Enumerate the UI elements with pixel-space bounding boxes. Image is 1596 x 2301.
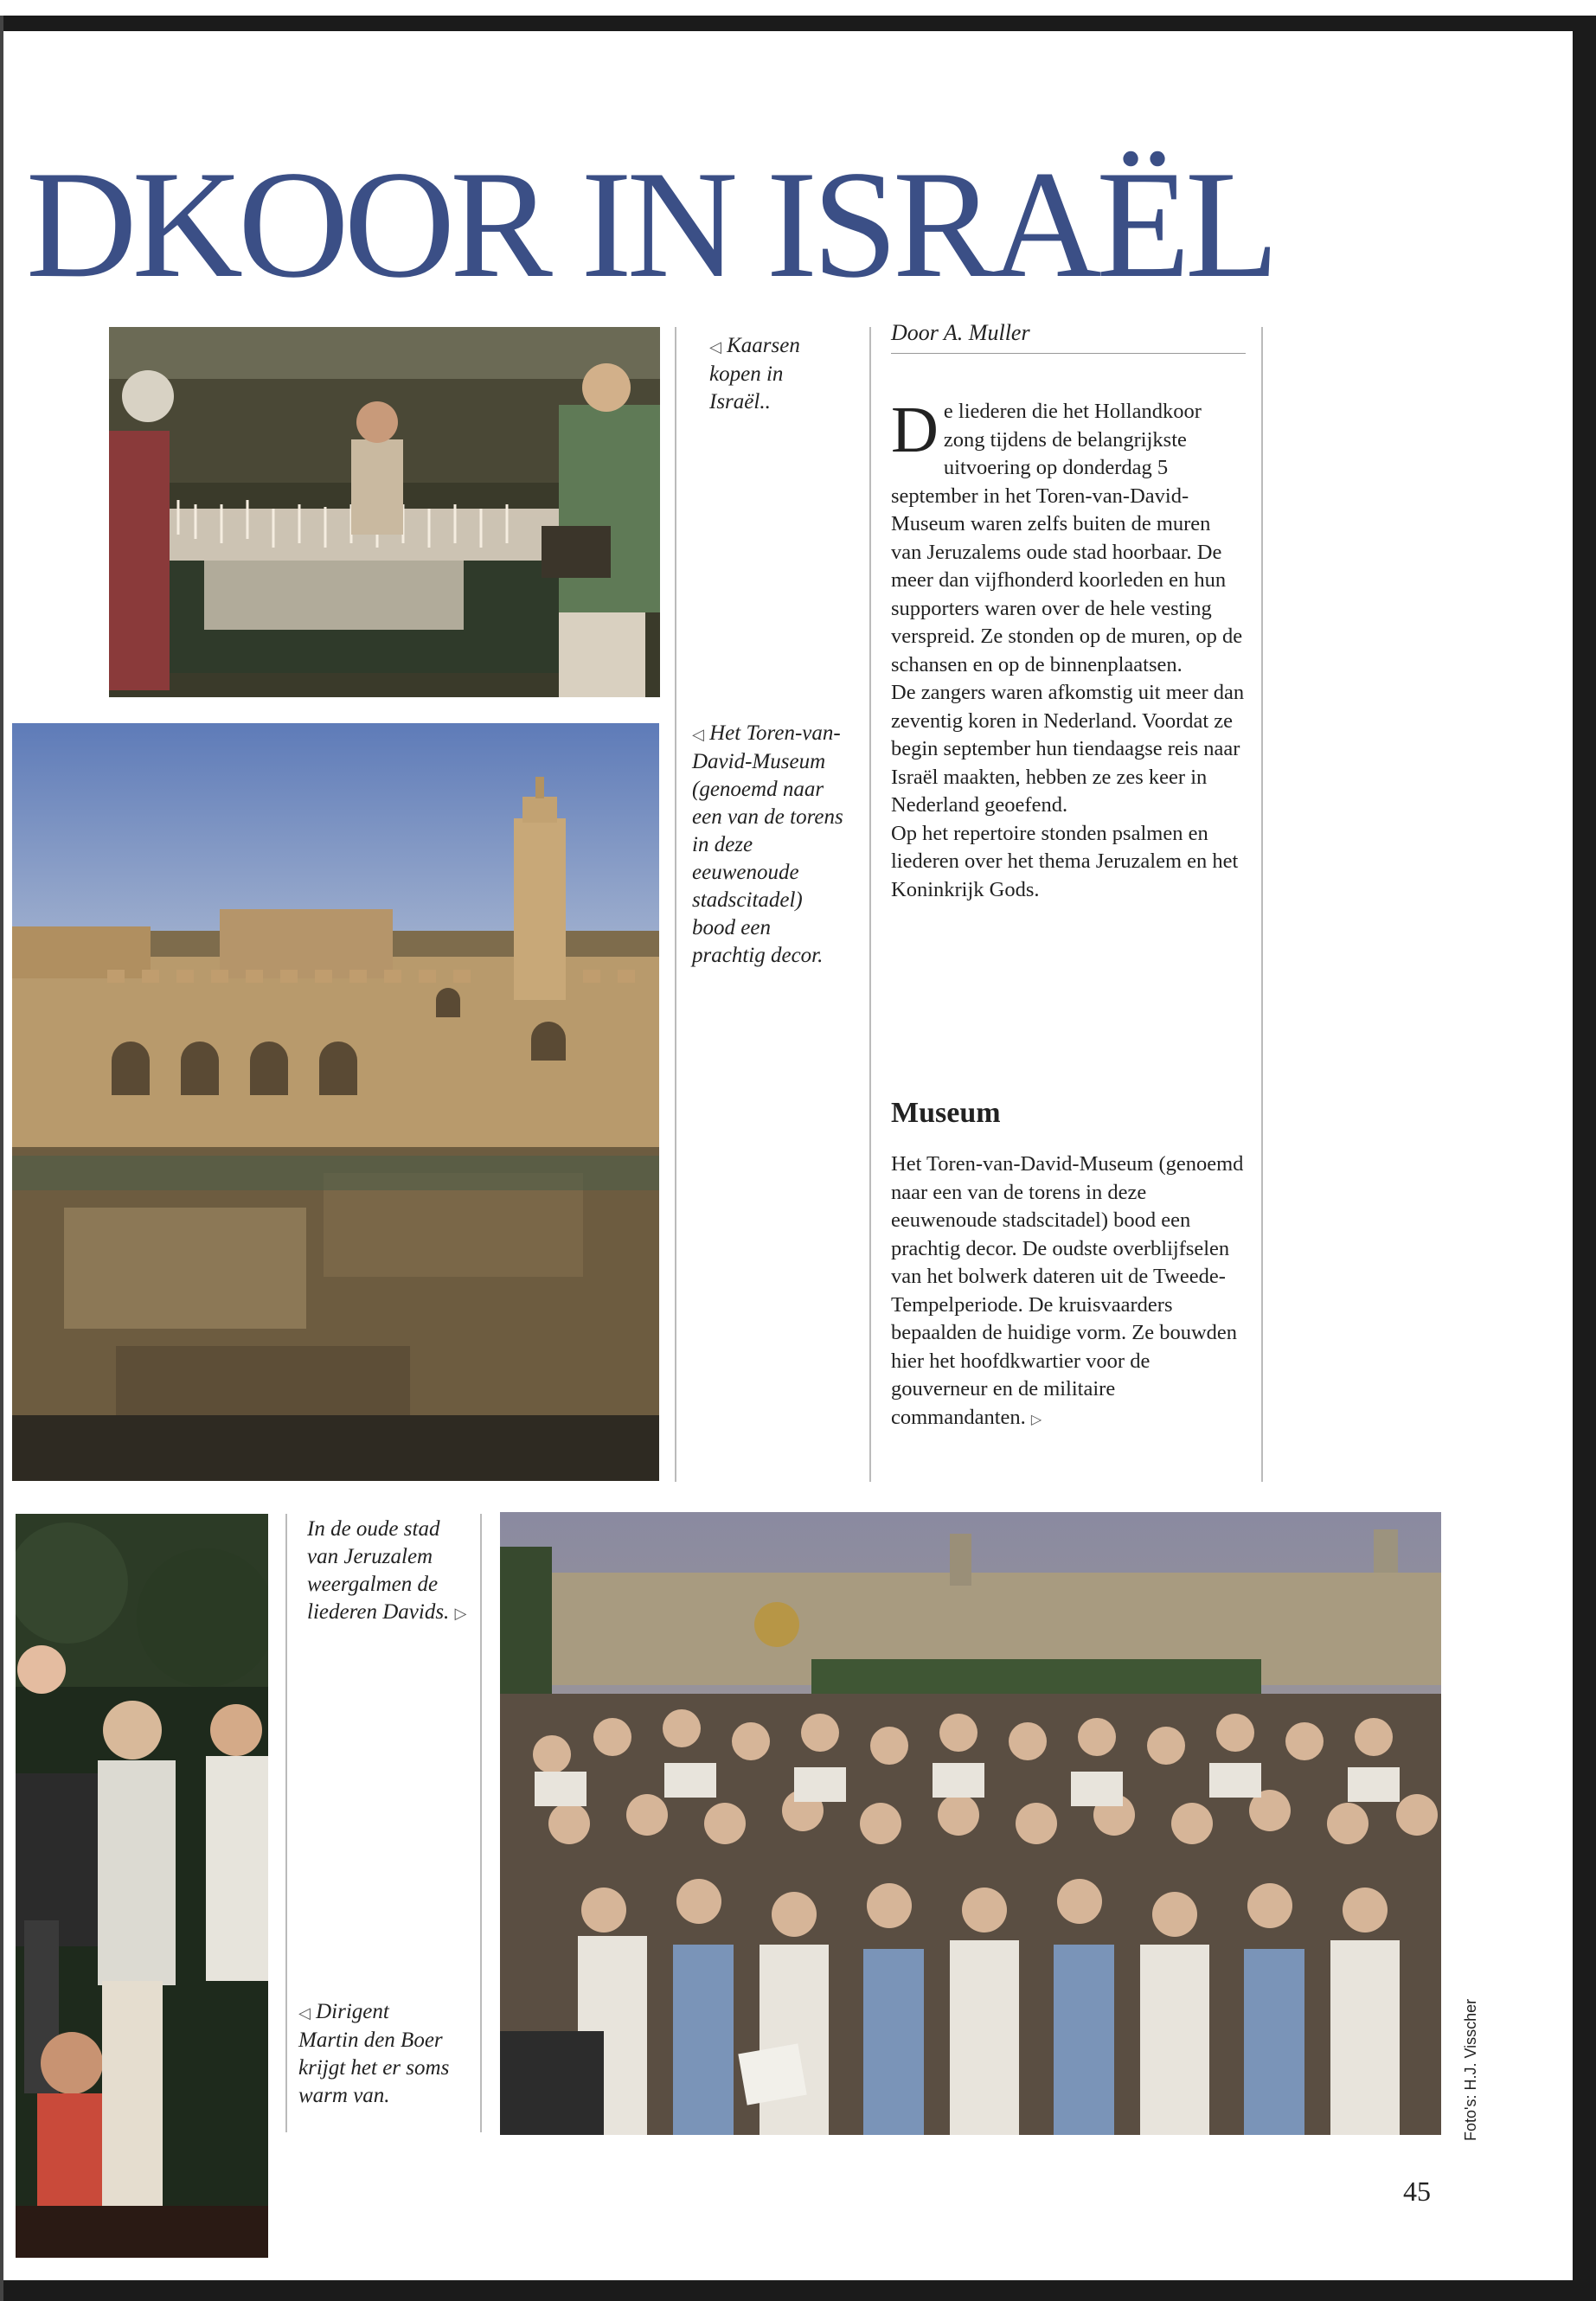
dropcap: D: [891, 394, 939, 466]
column-rule-1: [675, 327, 676, 1482]
caption-tower: ◁ Het Toren-van-David-Museum (genoemd naar een van de torens in deze eeuwenoude stadscitadel) bood een prachtig decor.: [692, 721, 843, 967]
caption-choir: In de oude stad van Jeruzalem weergalmen de liederen Davids. ▷: [307, 1517, 467, 1624]
page-number: 45: [1403, 2176, 1431, 2207]
column-rule-2: [869, 327, 871, 1482]
paragraph-4: Het Toren-van-David-Museum (genoemd naar een van de torens in deze eeuwenoude stadscitadel) bood een prachtig decor. De oudste overblijfselen van het bolwerk dateren uit de Tweede-Tempelperiode. De kruisvaarders bepaalden de huidige vorm. Ze bouwden hier het hoofdkwartier voor de gouverneur en de militaire commandanten.: [891, 1152, 1244, 1429]
arrow-right-icon: ▷: [454, 1605, 467, 1622]
page-frame-bottom: [0, 2280, 1596, 2301]
photo-tower-of-david: [12, 723, 659, 1481]
photo-conductor: [16, 1514, 268, 2258]
column-rule-5: [480, 1514, 482, 2132]
photo-choir-jerusalem: [500, 1512, 1441, 2135]
column-rule-4: [285, 1514, 287, 2132]
page-frame-top: [0, 16, 1596, 31]
continue-arrow-icon: ▷: [1030, 1412, 1042, 1427]
photo-candle-market: [109, 327, 660, 697]
paragraph-3: Op het repertoire stonden psalmen en liederen over het thema Jeruzalem en het Koninkrijk Gods.: [891, 821, 1239, 901]
headline: DKOOR IN ISRAËL: [26, 138, 1274, 310]
arrow-left-icon: ◁: [298, 2004, 311, 2022]
caption-conductor: ◁ Dirigent Martin den Boer krijgt het er soms warm van.: [298, 2000, 450, 2107]
paragraph-2: De zangers waren afkomstig uit meer dan zeventig koren in Nederland. Voordat ze begin september hun tiendaagse reis naar Israël maakten, hebben ze zes keer in Nederland geoefend.: [891, 681, 1245, 817]
article-intro: [891, 394, 1246, 904]
paragraph-1: e liederen die het Hollandkoor zong tijdens de belangrijkste uitvoering op donderdag 5 september in het Toren-van-David-Museum waren zelfs buiten de muren van Jeruzalems oude stad hoorbaar. De meer dan vijfhonderd koorleden en hun supporters waren over de hele vesting verspreid. Ze stonden op de muren, op de schansen en op de binnenplaatsen.: [891, 400, 1243, 676]
article-museum: [891, 1150, 1246, 1434]
arrow-left-icon: ◁: [692, 726, 704, 743]
caption-candles: ◁ Kaarsen kopen in Israël..: [709, 334, 800, 413]
column-rule-3: [1261, 327, 1263, 1482]
page-frame-left: [0, 16, 3, 2301]
page-frame-right: [1573, 16, 1596, 2301]
arrow-left-icon: ◁: [709, 338, 721, 356]
subhead-museum: Museum: [891, 1097, 1001, 1129]
byline: Door A. Muller: [891, 320, 1246, 354]
photo-credit: Foto's: H.J. Visscher: [1462, 1998, 1479, 2141]
